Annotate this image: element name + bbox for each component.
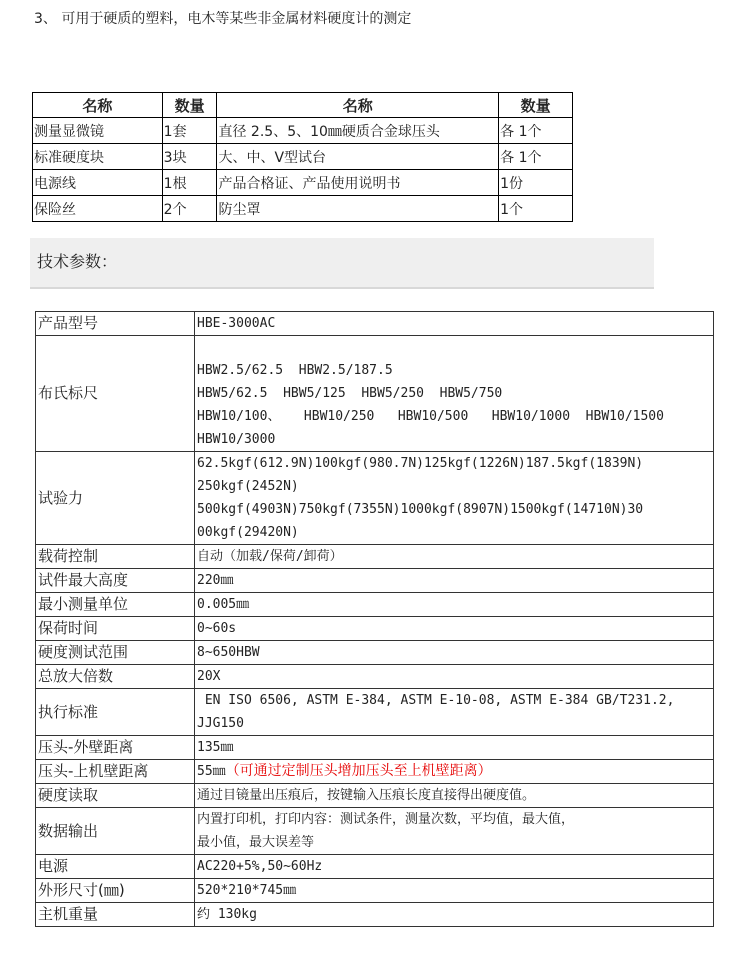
accessories-table: [32, 92, 573, 222]
spec-key: 产品型号: [36, 312, 195, 336]
spec-row: [36, 808, 714, 855]
cell: 各 1个: [499, 144, 573, 170]
spec-value: 约 130kg: [195, 903, 714, 927]
spec-key: 压头-上机壁距离: [36, 760, 195, 784]
spec-row: [36, 855, 714, 879]
spec-key: 主机重量: [36, 903, 195, 927]
cell: 防尘罩: [217, 196, 499, 222]
cell: 1份: [499, 170, 573, 196]
spec-value: 62.5kgf(612.9N)100kgf(980.7N)125kgf(1226N)187.5kgf(1839N) 250kgf(2452N) 500kgf(4903N)750kgf(7355N)1000kgf(8907N)1500kgf(14710N)30 00kgf(29420N): [195, 452, 714, 545]
spec-value: AC220+5%,50~60Hz: [195, 855, 714, 879]
spec-row: [36, 760, 714, 784]
table-row: [33, 170, 573, 196]
spec-key: 执行标准: [36, 689, 195, 736]
spec-value: 220㎜: [195, 569, 714, 593]
spec-key: 硬度测试范围: [36, 641, 195, 665]
intro-text: 3、 可用于硬质的塑料，电木等某些非金属材料硬度计的测定: [34, 11, 412, 27]
spec-key: 布氏标尺: [36, 336, 195, 452]
spec-note-red: （可通过定制压头增加压头至上机壁距离）: [225, 763, 492, 779]
spec-row: [36, 736, 714, 760]
header-name-2: 名称: [217, 93, 499, 118]
header-qty-2: 数量: [499, 93, 573, 118]
tech-params-heading: [30, 238, 654, 289]
header-qty: 数量: [162, 93, 217, 118]
tech-params-title: 技术参数：: [37, 252, 118, 271]
spec-value: 0~60s: [195, 617, 714, 641]
cell: 测量显微镜: [33, 118, 163, 144]
spec-key: 试验力: [36, 452, 195, 545]
spec-row: [36, 336, 714, 452]
spec-key: 保荷时间: [36, 617, 195, 641]
spec-key: 试件最大高度: [36, 569, 195, 593]
spec-value: 0.005㎜: [195, 593, 714, 617]
header-name: 名称: [33, 93, 163, 118]
spec-value: 20X: [195, 665, 714, 689]
spec-key: 硬度读取: [36, 784, 195, 808]
spec-key: 载荷控制: [36, 545, 195, 569]
cell: 大、中、V型试台: [217, 144, 499, 170]
spec-key: 最小测量单位: [36, 593, 195, 617]
table-row: [33, 144, 573, 170]
spec-row: [36, 879, 714, 903]
spec-row: [36, 617, 714, 641]
cell: 2个: [162, 196, 217, 222]
spec-row: [36, 593, 714, 617]
table-row: [33, 196, 573, 222]
spec-value: 内置打印机，打印内容：测试条件，测量次数，平均值，最大值， 最小值，最大误差等: [195, 808, 714, 855]
cell: 3块: [162, 144, 217, 170]
spec-row: [36, 784, 714, 808]
spec-value: 135㎜: [195, 736, 714, 760]
table-row: [33, 118, 573, 144]
spec-value: 520*210*745㎜: [195, 879, 714, 903]
cell: 标准硬度块: [33, 144, 163, 170]
spec-value: EN ISO 6506, ASTM E-384, ASTM E-10-08, ASTM E-384 GB/T231.2, JJG150: [195, 689, 714, 736]
spec-row: [36, 569, 714, 593]
cell: 保险丝: [33, 196, 163, 222]
spec-key: 总放大倍数: [36, 665, 195, 689]
spec-row: [36, 689, 714, 736]
spec-value: HBE-3000AC: [195, 312, 714, 336]
spec-value: 通过目镜量出压痕后，按键输入压痕长度直接得出硬度值。: [195, 784, 714, 808]
spec-table: [35, 311, 714, 927]
spec-row: [36, 641, 714, 665]
spec-key: 数据输出: [36, 808, 195, 855]
cell: 产品合格证、产品使用说明书: [217, 170, 499, 196]
cell: 电源线: [33, 170, 163, 196]
accessories-header-row: [33, 93, 573, 118]
spec-row: [36, 312, 714, 336]
cell: 1套: [162, 118, 217, 144]
cell: 直径 2.5、5、10㎜硬质合金球压头: [217, 118, 499, 144]
spec-key: 压头-外壁距离: [36, 736, 195, 760]
spec-value: 8~650HBW: [195, 641, 714, 665]
spec-row: [36, 903, 714, 927]
cell: 各 1个: [499, 118, 573, 144]
spec-row: [36, 452, 714, 545]
spec-key: 外形尺寸(㎜): [36, 879, 195, 903]
spec-row: [36, 665, 714, 689]
spec-value: HBW2.5/62.5 HBW2.5/187.5 HBW5/62.5 HBW5/125 HBW5/250 HBW5/750 HBW10/100、 HBW10/250 HBW10/500 HBW10/1000 HBW10/1500 HBW10/3000: [195, 336, 714, 452]
spec-row: [36, 545, 714, 569]
cell: 1个: [499, 196, 573, 222]
spec-key: 电源: [36, 855, 195, 879]
cell: 1根: [162, 170, 217, 196]
spec-value: [195, 760, 714, 784]
spec-value: 自动（加载/保荷/卸荷）: [195, 545, 714, 569]
spec-value-main: 55㎜: [197, 764, 226, 779]
